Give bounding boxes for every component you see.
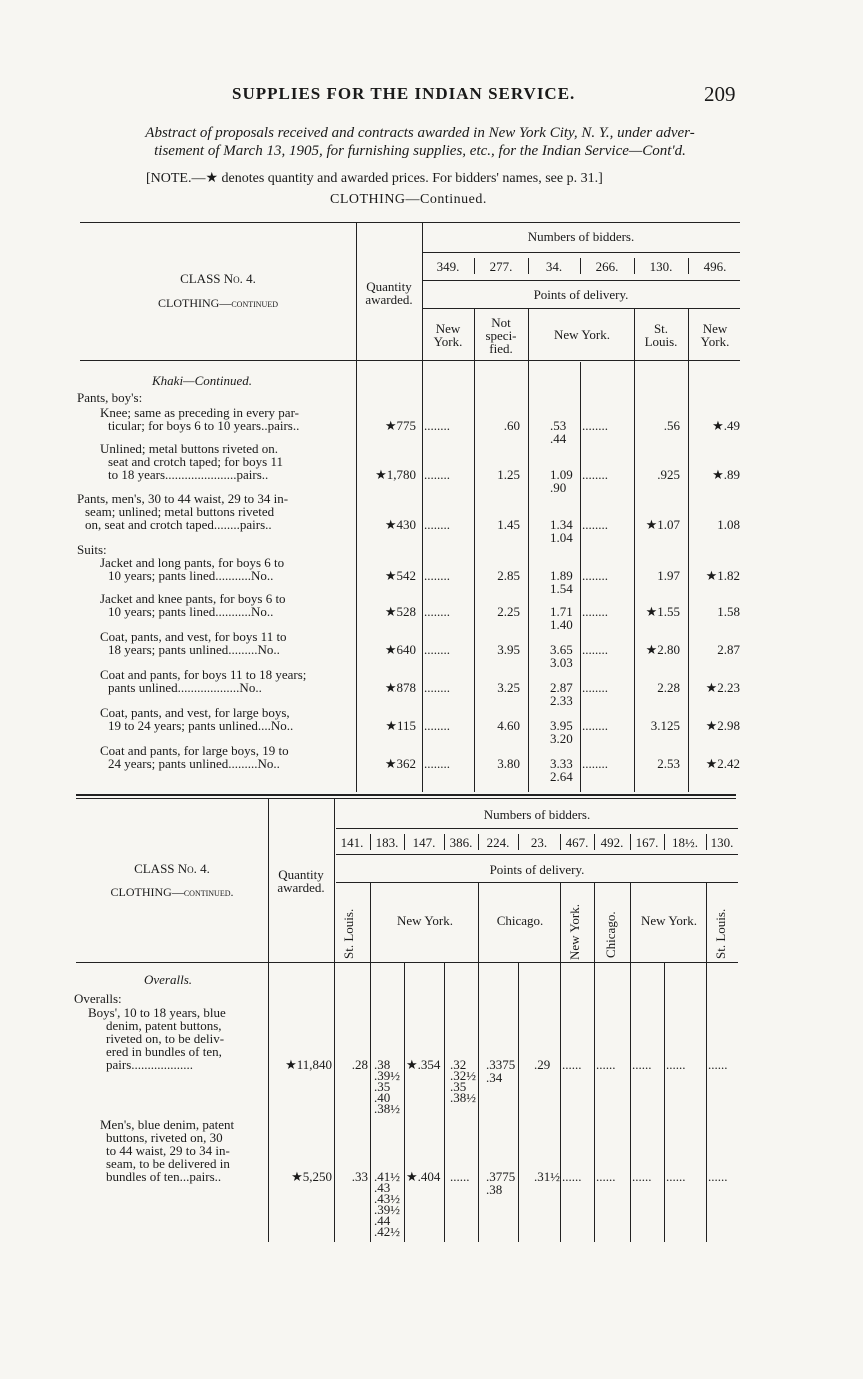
quantity-cell: ★1,780 <box>375 467 416 482</box>
price-cell: ★2.98 <box>705 718 740 733</box>
price-cell: ........ <box>582 757 608 770</box>
price-cell: .44 <box>374 1213 391 1228</box>
tick <box>594 834 595 850</box>
table-2-vline <box>630 882 631 1242</box>
table-2-vline <box>594 882 595 1242</box>
price-cell: .42½ <box>374 1224 400 1239</box>
table-2-vline <box>478 882 479 1242</box>
table-2-vline <box>444 962 445 1242</box>
price-cell: ...... <box>708 1170 728 1183</box>
price-cell: 3.95 <box>550 718 573 733</box>
price-cell: .38 <box>486 1182 503 1197</box>
price-cell: .40 <box>374 1090 391 1105</box>
tick <box>560 834 561 850</box>
bidder-number: 147. <box>412 835 436 850</box>
bidder-number: 141. <box>340 835 364 850</box>
table-1-header-rule <box>80 360 740 361</box>
price-cell: ...... <box>596 1170 616 1183</box>
table-1-vline <box>688 308 689 792</box>
price-cell: ...... <box>708 1058 728 1071</box>
price-cell: ........ <box>582 643 608 656</box>
price-cell: .31½ <box>534 1169 560 1184</box>
table-2-top-rule <box>76 794 736 796</box>
item-description-line: pairs................... <box>106 1057 194 1072</box>
quantity-header: Quantity awarded. <box>365 279 413 307</box>
price-cell: 3.80 <box>497 756 520 771</box>
price-cell: ........ <box>424 419 450 432</box>
table-2-top-rule <box>76 798 736 799</box>
price-cell: 1.58 <box>717 604 740 619</box>
tick <box>630 834 631 850</box>
price-cell: .39½ <box>374 1202 400 1217</box>
item-description-line: Boys', 10 to 18 years, blue <box>88 1005 226 1020</box>
price-cell: ........ <box>582 719 608 732</box>
bidder-number: 18½. <box>672 835 698 850</box>
bidder-number: 492. <box>600 835 624 850</box>
quantity-header: Quantity awarded. <box>277 867 325 895</box>
price-cell: ........ <box>424 468 450 481</box>
delivery-not-specified: Not speci- fied. <box>485 315 517 356</box>
price-cell: ........ <box>424 681 450 694</box>
tick <box>474 258 475 274</box>
price-cell: .35 <box>374 1079 391 1094</box>
price-cell: ........ <box>582 605 608 618</box>
table-1-bidders-rule <box>422 252 740 253</box>
abstract-line-1: Abstract of proposals received and contracts awarded in New York City, N. Y., under adver- <box>145 125 695 141</box>
class-sub: CLOTHING—continued <box>158 296 278 310</box>
price-cell: .34 <box>486 1070 503 1085</box>
tick <box>706 834 707 850</box>
price-cell: ★1.07 <box>645 517 680 532</box>
tick <box>404 834 405 850</box>
bidder-number: 183. <box>375 835 399 850</box>
price-cell: ...... <box>450 1169 470 1184</box>
price-cell: ........ <box>424 518 450 531</box>
price-cell: ........ <box>424 643 450 656</box>
quantity-cell: ★878 <box>384 680 416 695</box>
price-cell: ...... <box>562 1058 582 1071</box>
price-cell: 2.28 <box>657 680 680 695</box>
tick <box>664 834 665 850</box>
item-description-line: Coat, pants, and vest, for large boys, <box>100 705 290 720</box>
points-header: Points of delivery. <box>489 862 585 877</box>
class-sub: CLOTHING—continued. <box>110 885 234 899</box>
bidder-number: 496. <box>703 259 727 274</box>
delivery-new-york: New York. <box>397 913 453 928</box>
price-cell: .33 <box>351 1169 368 1184</box>
item-description-line: riveted on, to be deliv- <box>106 1031 225 1046</box>
price-cell: .925 <box>657 467 680 482</box>
price-cell: .53 <box>550 418 567 433</box>
price-cell: .38 <box>374 1057 391 1072</box>
price-cell: 4.60 <box>497 718 520 733</box>
group-label: Suits: <box>77 542 107 557</box>
quantity-cell: ★362 <box>384 756 416 771</box>
price-cell: .43 <box>374 1180 391 1195</box>
quantity-cell: ★11,840 <box>285 1057 332 1072</box>
table-2-points-rule <box>336 882 738 883</box>
item-description-line: Jacket and knee pants, for boys 6 to <box>100 591 286 606</box>
price-cell: 3.33 <box>550 756 573 771</box>
price-cell: ★.354 <box>406 1057 441 1072</box>
table-2-numbers-rule <box>336 854 738 855</box>
points-header: Points of delivery. <box>533 287 629 302</box>
delivery-chicago: Chicago. <box>603 911 618 958</box>
price-cell: 1.09 <box>550 467 573 482</box>
quantity-cell: ★430 <box>384 517 416 532</box>
price-cell: ...... <box>562 1170 582 1183</box>
item-description-line: 24 years; pants unlined.........No.. <box>108 756 280 771</box>
table-2-vline <box>664 962 665 1242</box>
bidder-number: 349. <box>436 259 460 274</box>
tick <box>688 258 689 274</box>
item-description-line: buttons, riveted on, 30 <box>106 1130 223 1145</box>
price-cell: 2.64 <box>550 769 573 784</box>
quantity-cell: ★542 <box>384 568 416 583</box>
table-2-vline <box>370 882 371 1242</box>
section-title: CLOTHING—Continued. <box>330 192 487 207</box>
price-cell: ........ <box>582 681 608 694</box>
table-2-vline <box>404 962 405 1242</box>
price-cell: ........ <box>424 719 450 732</box>
group-label: Pants, boy's: <box>77 390 143 405</box>
item-description-line: Unlined; metal buttons riveted on. <box>100 441 278 456</box>
page-number: 209 <box>704 82 736 106</box>
table-1-vline <box>528 308 529 792</box>
table-1-vline <box>356 222 357 792</box>
item-description-line: Coat and pants, for boys 11 to 18 years; <box>100 667 307 682</box>
bidder-number: 266. <box>595 259 619 274</box>
item-description-line: Coat and pants, for large boys, 19 to <box>100 743 289 758</box>
price-cell: 2.53 <box>657 756 680 771</box>
price-cell: ...... <box>632 1058 652 1071</box>
price-cell: .3775 <box>486 1169 516 1184</box>
table-2-vline <box>518 962 519 1242</box>
price-cell: ........ <box>582 569 608 582</box>
class-label: CLASS No. 4. <box>134 861 210 876</box>
item-description-line: 10 years; pants lined...........No.. <box>108 568 274 583</box>
price-cell: ...... <box>666 1058 686 1071</box>
running-title: SUPPLIES FOR THE INDIAN SERVICE. <box>232 84 576 103</box>
price-cell: .38½ <box>374 1101 400 1116</box>
price-cell: .38½ <box>450 1090 476 1105</box>
table-1-vline <box>634 308 635 792</box>
table-1-vline <box>422 222 423 792</box>
note: [NOTE.—★ denotes quantity and awarded prices. For bidders' names, see p. 31.] <box>146 171 603 186</box>
price-cell: ........ <box>424 757 450 770</box>
tick <box>444 834 445 850</box>
tick <box>580 258 581 274</box>
bidder-number: 224. <box>486 835 510 850</box>
price-cell: 1.71 <box>550 604 573 619</box>
price-cell: 1.54 <box>550 581 573 596</box>
item-description-line: seam; unlined; metal buttons riveted <box>85 504 275 519</box>
subhead: Khaki—Continued. <box>152 373 253 388</box>
bidder-number: 23. <box>530 835 548 850</box>
item-description-line: 18 years; pants unlined.........No.. <box>108 642 280 657</box>
abstract-caption <box>80 124 760 160</box>
delivery-new-york: New York. <box>554 327 610 342</box>
quantity-cell: ★640 <box>384 642 416 657</box>
price-cell: ★1.82 <box>705 568 740 583</box>
price-cell: .44 <box>550 431 567 446</box>
price-cell: 1.45 <box>497 517 520 532</box>
price-cell: 2.87 <box>717 642 740 657</box>
bidder-number: 277. <box>489 259 513 274</box>
price-cell: 3.03 <box>550 655 573 670</box>
quantity-cell: ★5,250 <box>291 1169 332 1184</box>
item-description-line: 19 to 24 years; pants unlined....No.. <box>108 718 294 733</box>
price-cell: .35 <box>450 1079 467 1094</box>
price-cell: ★.404 <box>406 1169 441 1184</box>
price-cell: .56 <box>663 418 680 433</box>
table-2-bidders-rule <box>336 828 738 829</box>
bidders-header: Numbers of bidders. <box>527 229 635 244</box>
table-2-vline <box>706 882 707 1242</box>
bidder-number: 34. <box>545 259 563 274</box>
price-cell: ........ <box>582 518 608 531</box>
tick <box>518 834 519 850</box>
price-cell: 3.20 <box>550 731 573 746</box>
delivery-st-louis: St. Louis. <box>713 908 728 959</box>
table-1-top-rule <box>80 222 740 223</box>
tick <box>478 834 479 850</box>
price-cell: ★.49 <box>712 418 740 433</box>
price-cell: 2.85 <box>497 568 520 583</box>
price-cell: .32½ <box>450 1068 476 1083</box>
price-cell: ★2.42 <box>705 756 740 771</box>
delivery-new-york: New York. <box>641 913 697 928</box>
price-cell: ........ <box>424 569 450 582</box>
item-description-line: denim, patent buttons, <box>106 1018 222 1033</box>
item-description-line: 10 years; pants lined...........No.. <box>108 604 274 619</box>
price-cell: ★1.55 <box>645 604 680 619</box>
price-cell: ........ <box>424 605 450 618</box>
tick <box>370 834 371 850</box>
price-cell: 3.95 <box>497 642 520 657</box>
item-description-line: Knee; same as preceding in every par- <box>100 405 299 420</box>
price-cell: ...... <box>666 1170 686 1183</box>
bidder-number: 386. <box>449 835 473 850</box>
item-description-line: seam, to be delivered in <box>106 1156 230 1171</box>
item-description-line: ered in bundles of ten, <box>106 1044 222 1059</box>
delivery-new-york: New York. <box>433 321 463 349</box>
price-cell: .43½ <box>374 1191 400 1206</box>
item-description-line: pants unlined...................No.. <box>108 680 262 695</box>
price-cell: .60 <box>503 418 520 433</box>
item-description-line: seat and crotch taped; for boys 11 <box>108 454 283 469</box>
tick <box>634 258 635 274</box>
price-cell: 1.34 <box>550 517 573 532</box>
item-description-line: Pants, men's, 30 to 44 waist, 29 to 34 in- <box>77 491 289 506</box>
quantity-cell: ★528 <box>384 604 416 619</box>
delivery-new-york: New York. <box>567 904 582 960</box>
price-cell: .29 <box>534 1057 551 1072</box>
price-cell: ...... <box>596 1058 616 1071</box>
price-cell: 1.25 <box>497 467 520 482</box>
price-cell: .41½ <box>374 1169 400 1184</box>
item-description-line: Coat, pants, and vest, for boys 11 to <box>100 629 287 644</box>
table-1-points-rule <box>422 308 740 309</box>
bidder-number: 130. <box>649 259 673 274</box>
bidder-number: 467. <box>565 835 589 850</box>
table-1-vline <box>474 308 475 792</box>
price-cell: 2.33 <box>550 693 573 708</box>
delivery-new-york: New York. <box>700 321 730 349</box>
item-description-line: on, seat and crotch taped........pairs.. <box>85 517 272 532</box>
delivery-st-louis: St. Louis. <box>341 908 356 959</box>
price-cell: 1.04 <box>550 530 573 545</box>
price-cell: 1.40 <box>550 617 573 632</box>
delivery-st-louis: St. Louis. <box>644 321 678 349</box>
quantity-cell: ★115 <box>385 718 416 733</box>
item-description-line: to 18 years......................pairs.. <box>108 467 269 482</box>
table-1-numbers-rule <box>422 280 740 281</box>
item-description-line: Men's, blue denim, patent <box>100 1117 235 1132</box>
abstract-line-2: tisement of March 13, 1905, for furnishing supplies, etc., for the Indian Service—Cont'd. <box>154 143 686 159</box>
bidders-header: Numbers of bidders. <box>483 807 591 822</box>
class-label: CLASS No. 4. <box>180 271 256 286</box>
group-label: Overalls: <box>74 991 122 1006</box>
item-description-line: to 44 waist, 29 to 34 in- <box>106 1143 230 1158</box>
price-cell: 2.25 <box>497 604 520 619</box>
price-cell: ★2.80 <box>645 642 680 657</box>
delivery-chicago: Chicago. <box>496 913 544 928</box>
price-cell: 1.89 <box>550 568 573 583</box>
subhead: Overalls. <box>144 972 193 987</box>
bidder-number: 130. <box>710 835 734 850</box>
price-cell: 3.65 <box>550 642 573 657</box>
price-cell: .39½ <box>374 1068 400 1083</box>
table-2-header-rule <box>76 962 738 963</box>
item-description-line: ticular; for boys 6 to 10 years..pairs.. <box>108 418 300 433</box>
price-cell: ........ <box>582 419 608 432</box>
bidder-number: 167. <box>635 835 659 850</box>
item-description-line: bundles of ten...pairs.. <box>106 1169 222 1184</box>
table-2-vline <box>560 882 561 1242</box>
price-cell: 1.08 <box>717 517 740 532</box>
price-cell: .90 <box>550 480 567 495</box>
price-cell: ★.89 <box>712 467 740 482</box>
price-cell: ...... <box>632 1170 652 1183</box>
price-cell: ........ <box>582 468 608 481</box>
price-cell: .3375 <box>486 1057 516 1072</box>
tick <box>528 258 529 274</box>
item-description-line: Jacket and long pants, for boys 6 to <box>100 555 285 570</box>
price-cell: .28 <box>351 1057 368 1072</box>
price-cell: 2.87 <box>550 680 573 695</box>
quantity-cell: ★775 <box>384 418 416 433</box>
price-cell: 1.97 <box>657 568 680 583</box>
price-cell: 3.125 <box>650 718 680 733</box>
table-1-vline <box>580 362 581 792</box>
price-cell: ★2.23 <box>705 680 740 695</box>
price-cell: 3.25 <box>497 680 520 695</box>
price-cell: .32 <box>450 1057 467 1072</box>
